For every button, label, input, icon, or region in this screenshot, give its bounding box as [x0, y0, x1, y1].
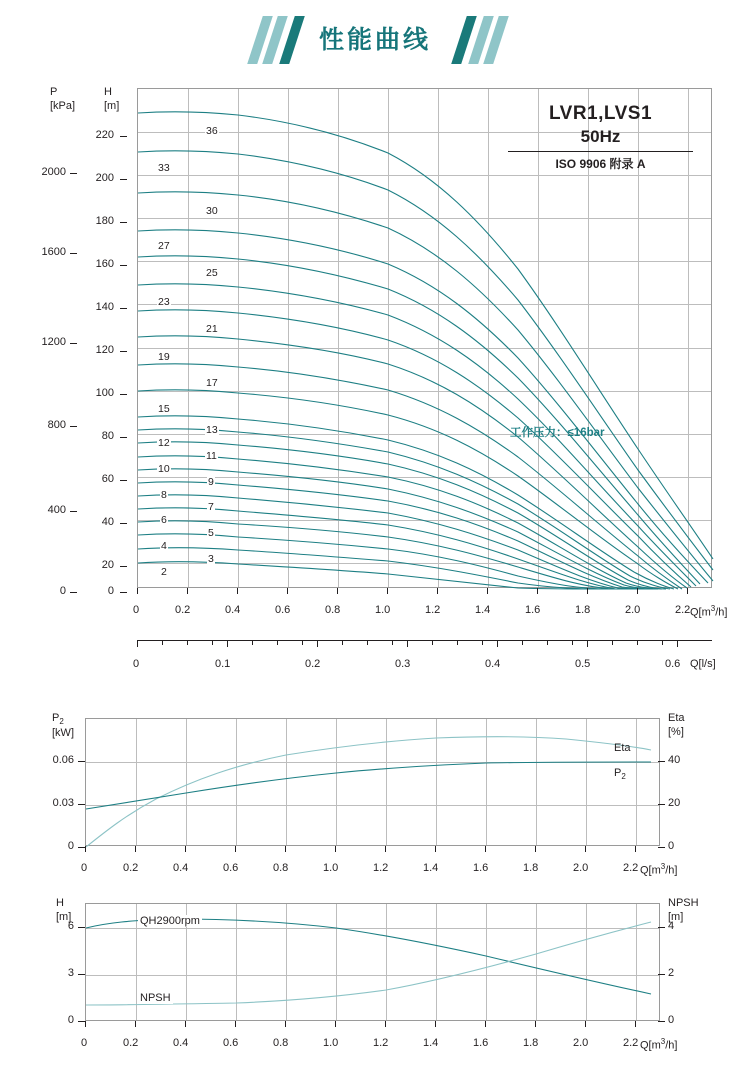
stage-label-9: 9 — [208, 476, 214, 488]
stage-label-23: 23 — [158, 296, 170, 308]
h-axis-caption: H [m] — [104, 86, 120, 112]
stage-label-13: 13 — [206, 424, 218, 436]
page-title: 性能曲线 — [318, 26, 431, 54]
stage-label-27: 27 — [158, 240, 170, 252]
power-q-axis-unit: $Q[m^3/h]$ — [640, 862, 678, 877]
npsh-axis-caption: NPSH [m] — [668, 897, 699, 923]
stage-label-21: 21 — [206, 323, 218, 335]
power-efficiency-plot — [85, 718, 660, 846]
stage-label-3: 3 — [208, 553, 214, 565]
stage-label-33: 33 — [158, 162, 170, 174]
page-header — [0, 16, 750, 64]
model-name: LVR1,LVS1 — [548, 103, 653, 124]
npsh-curve-label: NPSH — [140, 992, 171, 1004]
stage-label-8: 8 — [161, 489, 167, 501]
stage-label-5: 5 — [208, 527, 214, 539]
qh-curves-plot — [137, 88, 712, 588]
p-axis-caption: P [kPa] — [50, 86, 76, 112]
q-axis-unit-ls: Q[l/s] — [690, 658, 716, 670]
stage-label-17: 17 — [206, 377, 218, 389]
stage-label-2: 2 — [161, 566, 167, 578]
model-title-box — [508, 103, 693, 172]
npsh-h-axis-caption: H [m] — [56, 897, 72, 923]
npsh-q-axis-unit: $Q[m^3/h]$ — [640, 1037, 678, 1052]
stage-label-30: 30 — [206, 205, 218, 217]
stage-label-19: 19 — [158, 351, 170, 363]
stage-label-12: 12 — [158, 437, 170, 449]
qh-curve-label: QH2900rpm — [140, 915, 200, 927]
p2-curve-label: $P_2$ — [614, 767, 626, 782]
stage-label-15: 15 — [158, 403, 170, 415]
stage-label-7: 7 — [208, 501, 214, 513]
stage-label-4: 4 — [161, 540, 167, 552]
model-standard: ISO 9906 附录 A — [508, 151, 693, 172]
npsh-plot — [85, 903, 660, 1021]
stage-label-11: 11 — [206, 450, 217, 462]
stage-label-36: 36 — [206, 125, 218, 137]
eta-axis-caption: Eta [%] — [668, 712, 685, 738]
pressure-annotation: 工作压力：≤16bar — [510, 427, 605, 439]
power-efficiency-curve-lines — [86, 719, 661, 847]
stage-label-10: 10 — [158, 463, 170, 475]
q-axis-unit-m3h: $Q[m^3/h]$ — [690, 604, 728, 619]
p2-axis-caption: $P_2$ [kW] — [52, 712, 74, 740]
stage-label-25: 25 — [206, 267, 218, 279]
model-frequency: 50Hz — [580, 127, 621, 146]
eta-curve-label: Eta — [614, 742, 631, 754]
stage-label-6: 6 — [161, 514, 167, 526]
